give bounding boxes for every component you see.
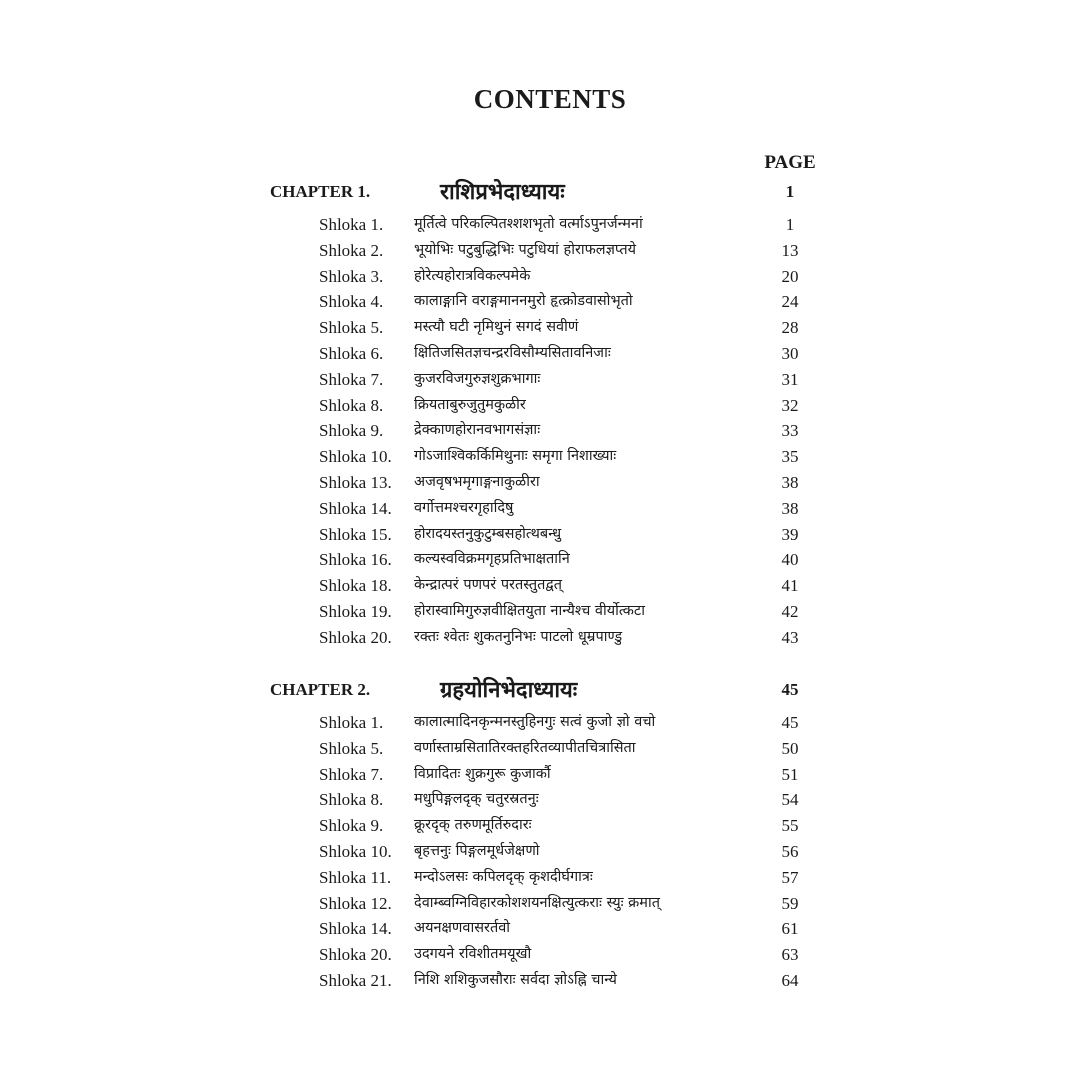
shloka-text: कुजरविजगुरुज्ञशुक्रभागाः [414,370,541,387]
contents-entry [270,393,890,419]
contents-entry [270,289,890,315]
shloka-text: कल्यस्वविक्रमगृहप्रतिभाक्षतानि [414,551,570,568]
entry-page-number: 31 [781,369,799,389]
shloka-label: Shloka 4. [319,292,384,312]
shloka-text: निशि शशिकुजसौराः सर्वदा ज्ञोऽह्नि चान्ये [414,971,617,988]
shloka-label: Shloka 10. [319,447,392,467]
entry-page-number: 42 [781,601,799,621]
entry-page-number: 64 [781,970,799,990]
entry-page-number: 56 [781,841,799,861]
shloka-label: Shloka 21. [319,970,392,990]
chapter-title: ग्रहयोनिभेदाध्यायः [440,677,578,703]
contents-entry [270,942,890,968]
shloka-text: भूयोभिः पटुबुद्धिभिः पटुधियां होराफलज्ञप्तये [414,241,637,258]
shloka-text: मन्दोऽलसः कपिलदृक् कृशदीर्घगात्रः [414,868,593,885]
contents-entry [270,710,890,736]
contents-entry [270,599,890,625]
entry-page-number: 57 [781,867,799,887]
shloka-text: होरेत्यहोरात्रविकल्पमेके [414,267,531,284]
entry-page-number: 38 [781,472,799,492]
entry-list [270,212,890,651]
shloka-label: Shloka 5. [319,318,384,338]
entry-page-number: 41 [781,576,799,596]
entry-page-number: 63 [781,945,799,965]
contents-entry [270,496,890,522]
shloka-label: Shloka 14. [319,498,392,518]
shloka-label: Shloka 1. [319,215,384,234]
entry-page-number: 24 [781,292,799,312]
shloka-label: Shloka 1. [319,713,384,732]
entry-page-number: 39 [781,524,799,544]
shloka-label: Shloka 20. [319,945,392,965]
contents-entry [270,264,890,290]
entry-page-number: 40 [781,550,799,570]
entry-page-number: 1 [785,215,795,234]
contents-entry [270,762,890,788]
shloka-label: Shloka 7. [319,764,384,784]
shloka-text: रक्तः श्वेतः शुकतनुनिभः पाटलो धूम्रपाण्डु [414,628,623,645]
shloka-label: Shloka 15. [319,524,392,544]
entry-page-number: 30 [781,343,799,363]
shloka-text: कालात्मादिनकृन्मनस्तुहिनगुः सत्वं कुजो ज्ञो वचो [414,714,656,730]
entry-page-number: 13 [781,240,799,260]
entry-page-number: 51 [781,764,799,784]
contents-entry [270,787,890,813]
contents-entry [270,968,890,994]
shloka-label: Shloka 5. [319,738,384,758]
shloka-text: द्रेक्काणहोरानवभागसंज्ञाः [414,422,541,439]
shloka-label: Shloka 8. [319,395,384,415]
shloka-label: Shloka 16. [319,550,392,570]
shloka-text: मूर्तित्वे परिकल्पितश्शशभृतो वर्त्माऽपुनर्जन्मनां [414,216,643,232]
shloka-label: Shloka 9. [319,421,384,441]
chapter-2-section [270,674,890,994]
entry-page-number: 32 [781,395,799,415]
contents-entry [270,315,890,341]
shloka-label: Shloka 10. [319,841,392,861]
shloka-label: Shloka 8. [319,790,384,810]
shloka-text: देवाम्ब्वग्निविहारकोशशयनक्षित्युत्कराः स्युः क्रमात् [414,894,661,911]
contents-entry [270,522,890,548]
shloka-text: क्षितिजसितज्ञचन्द्ररविसौम्यसितावनिजाः [414,344,611,361]
contents-entry [270,916,890,942]
shloka-label: Shloka 11. [319,867,392,887]
shloka-text: अयनक्षणवासरर्तवो [414,920,511,937]
chapter-title: राशिप्रभेदाध्यायः [440,179,565,205]
entry-page-number: 28 [781,318,799,338]
entry-page-number: 54 [781,790,799,810]
contents-entry [270,573,890,599]
entry-page-number: 61 [781,919,799,939]
shloka-text: उदगयने रविशीतमयूखौ [414,946,532,963]
shloka-text: होरास्वामिगुरुज्ञवीक्षितयुता नान्यैश्च वीर्योत्कटा [414,602,645,619]
contents-entry [270,547,890,573]
contents-entry [270,813,890,839]
shloka-text: क्रूरदृक् तरुणमूर्तिरुदारः [414,817,532,834]
shloka-text: बृहत्तनुः पिङ्गलमूर्धजेक्षणो [414,842,540,859]
shloka-label: Shloka 20. [319,627,392,647]
contents-entry [270,839,890,865]
shloka-text: होरादयस्तनुकुटुम्बसहोत्थबन्धु [414,525,562,542]
shloka-text: विप्रादितः शुक्रगुरू कुजार्कौ [414,765,551,782]
shloka-label: Shloka 9. [319,816,384,836]
chapter-heading [270,176,890,212]
shloka-label: Shloka 7. [319,369,384,389]
chapter-label: CHAPTER 2. [270,680,371,699]
chapter-heading [270,674,890,710]
shloka-label: Shloka 18. [319,576,392,596]
shloka-text: गोऽजाश्विकर्किमिथुनाः समृगा निशाख्याः [414,448,617,465]
chapter-page-number: 45 [781,680,799,699]
entry-list [270,710,890,994]
chapter-page-number: 1 [785,182,795,201]
shloka-text: अजवृषभमृगाङ्गनाकुळीरा [414,473,540,490]
shloka-label: Shloka 12. [319,893,392,913]
entry-page-number: 35 [781,447,799,467]
entry-page-number: 45 [781,713,799,732]
contents-entry [270,625,890,651]
contents-entry [270,238,890,264]
chapter-label: CHAPTER 1. [270,182,371,201]
contents-entry [270,891,890,917]
entry-page-number: 43 [781,627,799,647]
shloka-text: केन्द्रात्परं पणपरं परतस्तुतद्वत् [414,577,563,594]
entry-page-number: 55 [781,816,799,836]
shloka-text: कालाङ्गानि वराङ्गमाननमुरो हृत्क्रोडवासोभृतो [414,293,633,310]
shloka-text: क्रियताबुरुजुतुमकुळीर [414,396,526,413]
contents-entry [270,470,890,496]
contents-entry [270,341,890,367]
contents-entry [270,212,890,238]
shloka-text: मस्त्यौ घटी नृमिथुनं सगदं सवीणं [414,319,579,336]
entry-page-number: 59 [781,893,799,913]
page-title: CONTENTS [473,84,627,114]
shloka-label: Shloka 19. [319,601,392,621]
shloka-label: Shloka 3. [319,266,384,286]
shloka-text: वर्गोत्तमश्चरगृहादिषु [414,499,514,516]
entry-page-number: 38 [781,498,799,518]
shloka-label: Shloka 13. [319,472,392,492]
chapter-1-section [270,176,890,651]
contents-entry [270,865,890,891]
shloka-label: Shloka 2. [319,240,384,260]
contents-entry [270,367,890,393]
contents-entry [270,418,890,444]
page-column-header: PAGE [764,152,816,173]
shloka-label: Shloka 6. [319,343,384,363]
shloka-text: वर्णास्ताम्रसितातिरक्तहरितव्यापीतचित्रासिता [414,739,636,756]
entry-page-number: 20 [781,266,799,286]
contents-entry [270,444,890,470]
shloka-text: मधुपिङ्गलदृक् चतुरस्रतनुः [414,791,539,808]
entry-page-number: 33 [781,421,799,441]
contents-entry [270,736,890,762]
entry-page-number: 50 [781,738,799,758]
shloka-label: Shloka 14. [319,919,392,939]
